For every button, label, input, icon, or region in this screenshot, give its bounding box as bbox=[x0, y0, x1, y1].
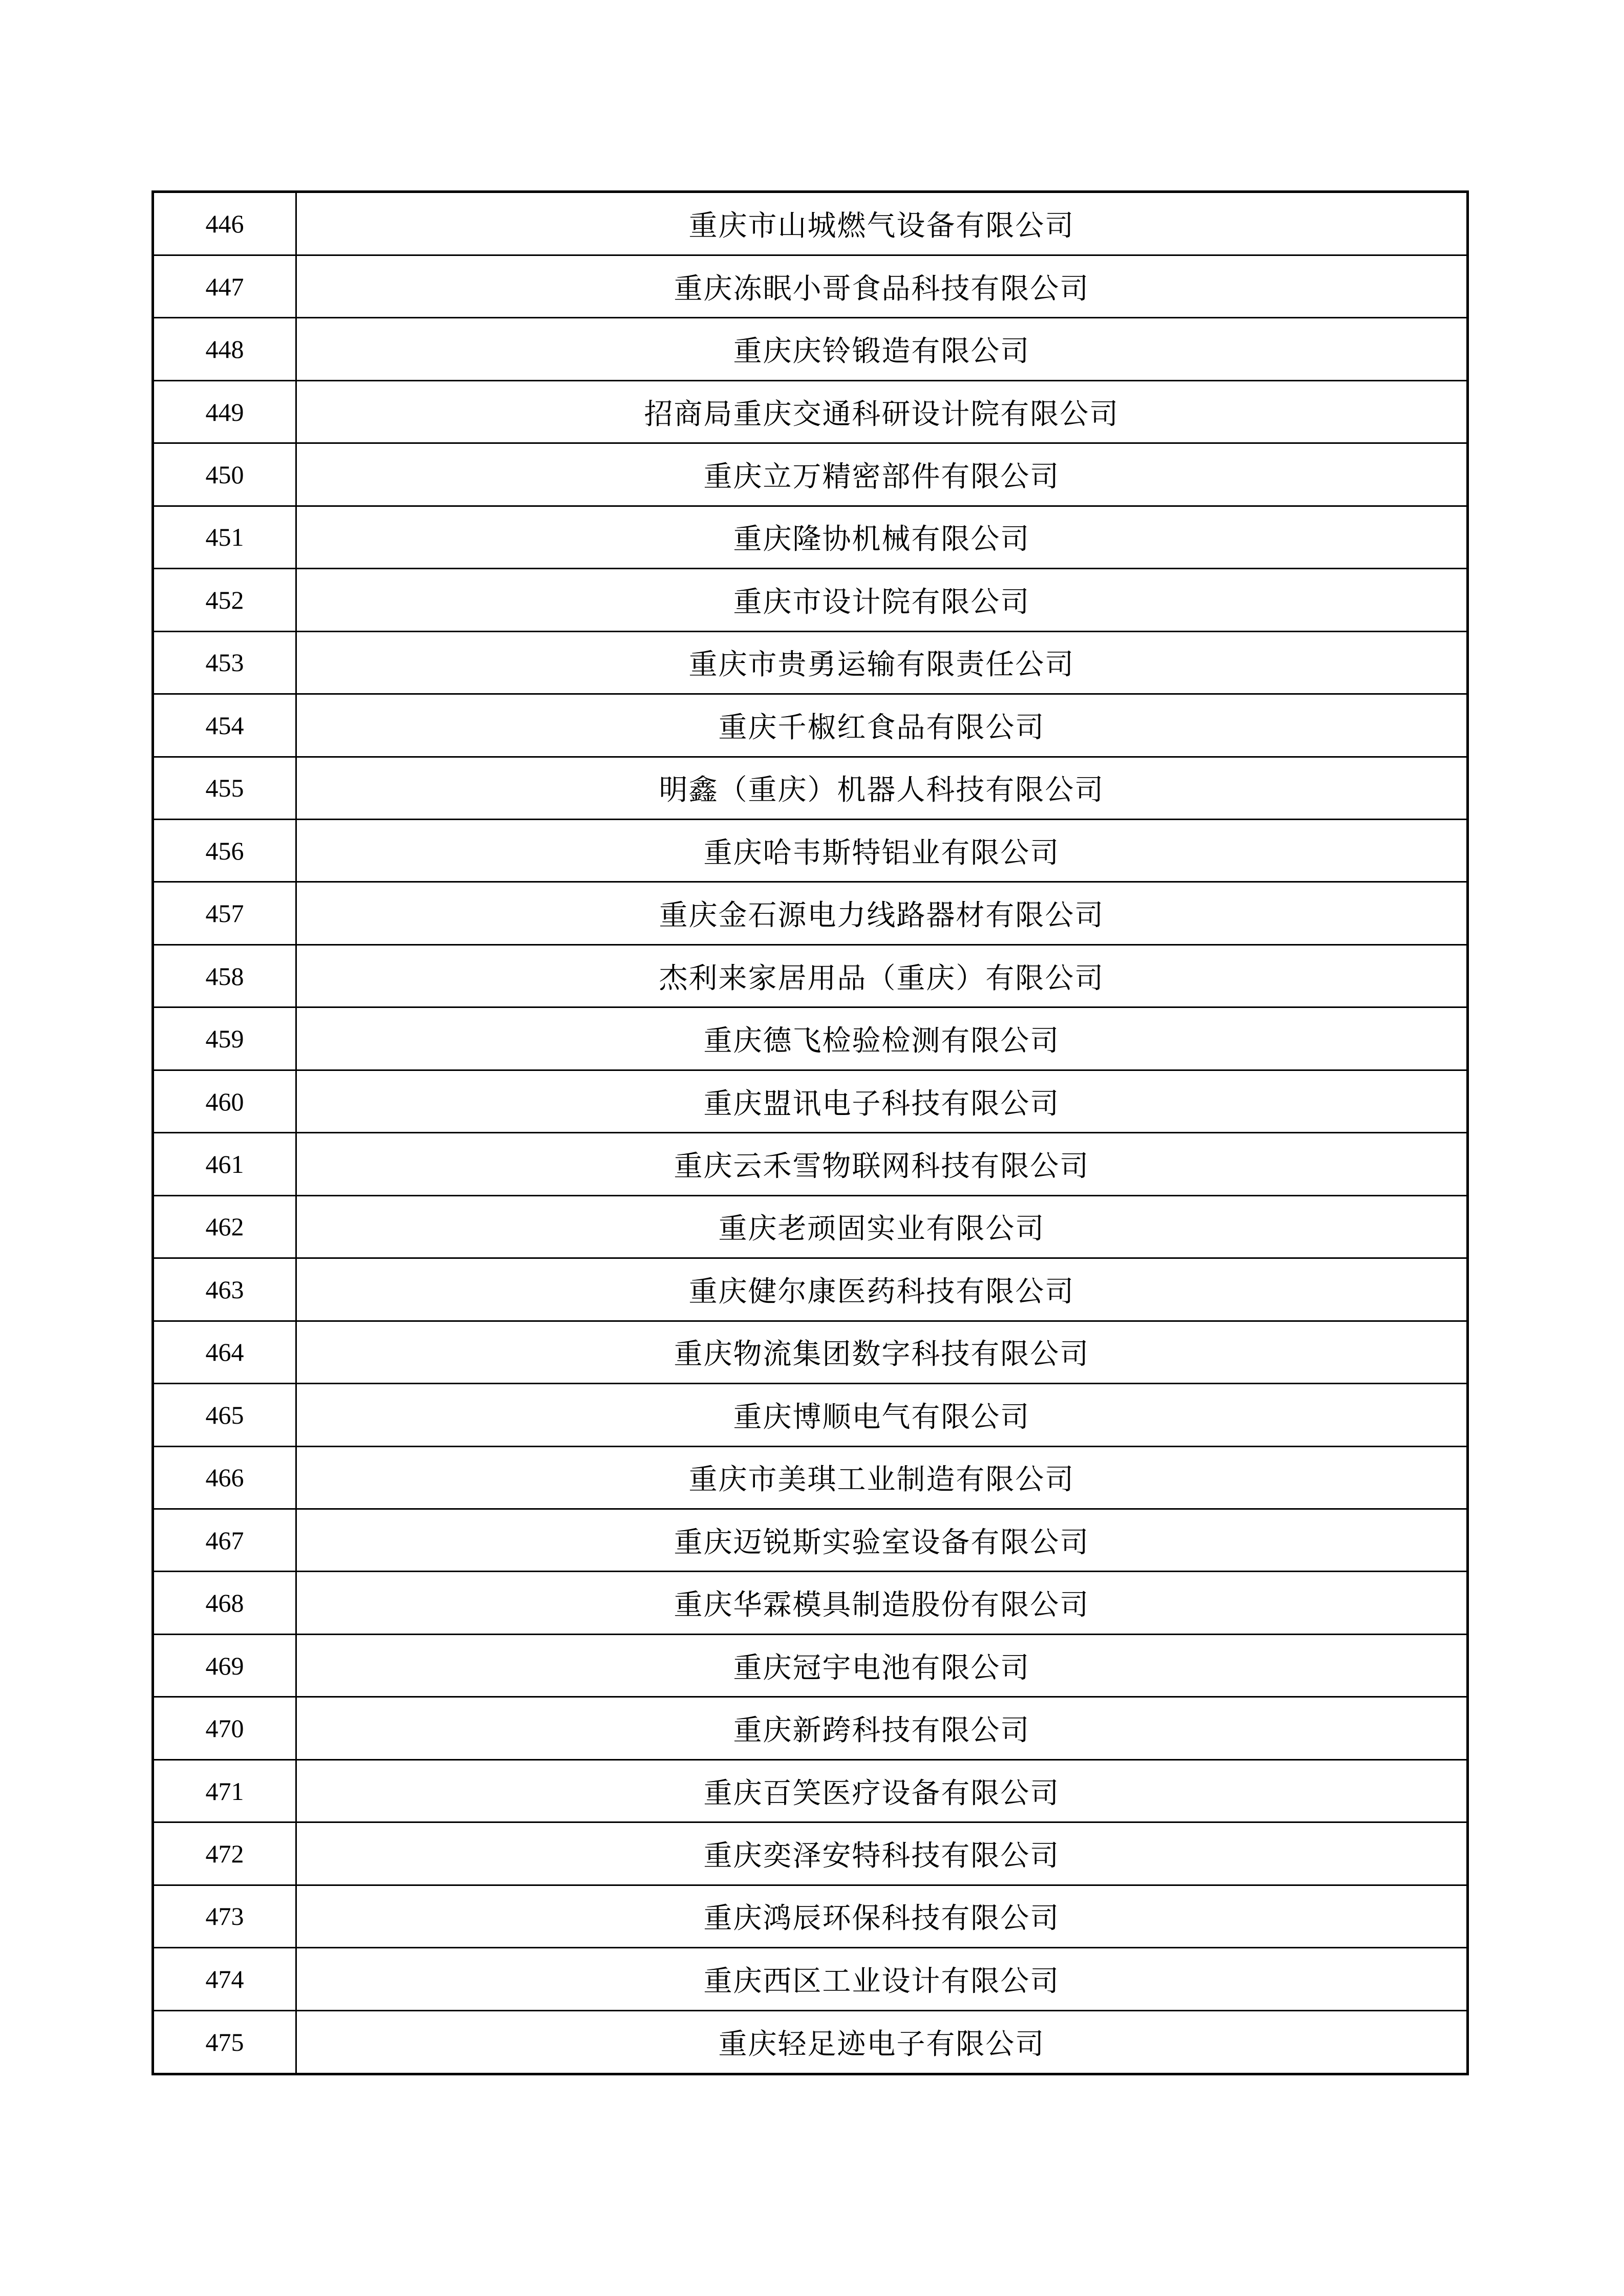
row-number-cell bbox=[153, 569, 296, 631]
table-row bbox=[153, 1885, 1468, 1947]
row-number-cell bbox=[153, 506, 296, 568]
table-row bbox=[153, 569, 1468, 631]
table-row bbox=[153, 1258, 1468, 1321]
row-number: 455 bbox=[205, 774, 244, 803]
row-number-cell bbox=[153, 945, 296, 1007]
company-name-cell bbox=[296, 1446, 1468, 1509]
row-number-cell bbox=[153, 2010, 296, 2074]
company-name: 重庆庆铃锻造有限公司 bbox=[733, 336, 1030, 368]
row-number-cell bbox=[153, 1885, 296, 1947]
company-name: 重庆西区工业设计有限公司 bbox=[703, 1965, 1060, 1998]
company-name-cell bbox=[296, 1070, 1468, 1132]
company-name-cell bbox=[296, 443, 1468, 506]
table-row bbox=[153, 1133, 1468, 1195]
company-name: 重庆金石源电力线路器材有限公司 bbox=[659, 900, 1105, 932]
table-row bbox=[153, 757, 1468, 819]
company-name: 明鑫（重庆）机器人科技有限公司 bbox=[659, 775, 1105, 807]
row-number-cell bbox=[153, 1384, 296, 1446]
row-number: 475 bbox=[205, 2027, 244, 2056]
row-number-cell bbox=[153, 443, 296, 506]
row-number: 474 bbox=[205, 1964, 244, 1993]
company-name-cell bbox=[296, 1572, 1468, 1634]
row-number: 468 bbox=[205, 1589, 244, 1618]
company-name-cell bbox=[296, 380, 1468, 443]
row-number-cell bbox=[153, 631, 296, 694]
row-number: 466 bbox=[205, 1463, 244, 1492]
row-number: 446 bbox=[205, 209, 244, 238]
table-row bbox=[153, 1572, 1468, 1634]
company-name: 重庆健尔康医药科技有限公司 bbox=[688, 1276, 1075, 1308]
table-row bbox=[153, 1948, 1468, 2010]
table-row bbox=[153, 1007, 1468, 1070]
row-number-cell bbox=[153, 1697, 296, 1759]
row-number-cell bbox=[153, 255, 296, 317]
company-name: 重庆千椒红食品有限公司 bbox=[718, 712, 1045, 744]
company-name: 重庆哈韦斯特铝业有限公司 bbox=[703, 837, 1060, 869]
table-row bbox=[153, 1070, 1468, 1132]
table-row bbox=[153, 1384, 1468, 1446]
company-name-cell bbox=[296, 631, 1468, 694]
row-number: 451 bbox=[205, 523, 244, 552]
company-name: 重庆奕泽安特科技有限公司 bbox=[703, 1840, 1060, 1872]
company-name-cell bbox=[296, 1321, 1468, 1383]
table-row bbox=[153, 506, 1468, 568]
company-name-cell bbox=[296, 1697, 1468, 1759]
row-number: 448 bbox=[205, 335, 244, 364]
company-name-cell bbox=[296, 1509, 1468, 1572]
company-name-cell bbox=[296, 506, 1468, 568]
company-name-cell bbox=[296, 318, 1468, 380]
row-number: 447 bbox=[205, 272, 244, 301]
table-row bbox=[153, 631, 1468, 694]
company-name-cell bbox=[296, 820, 1468, 882]
table-row bbox=[153, 380, 1468, 443]
row-number: 473 bbox=[205, 1902, 244, 1931]
company-name: 重庆隆协机械有限公司 bbox=[733, 524, 1030, 556]
company-name: 重庆新跨科技有限公司 bbox=[733, 1715, 1030, 1747]
company-name-cell bbox=[296, 1384, 1468, 1446]
company-name-cell bbox=[296, 1258, 1468, 1321]
row-number-cell bbox=[153, 1572, 296, 1634]
row-number-cell bbox=[153, 1070, 296, 1132]
row-number: 450 bbox=[205, 460, 244, 489]
row-number: 454 bbox=[205, 711, 244, 740]
company-name: 重庆市山城燃气设备有限公司 bbox=[688, 210, 1075, 242]
row-number-cell bbox=[153, 694, 296, 757]
table-row bbox=[153, 1634, 1468, 1697]
row-number-cell bbox=[153, 318, 296, 380]
company-name-cell bbox=[296, 192, 1468, 255]
table-row bbox=[153, 1697, 1468, 1759]
company-name: 重庆华霖模具制造股份有限公司 bbox=[674, 1590, 1090, 1622]
company-name-cell bbox=[296, 255, 1468, 317]
row-number-cell bbox=[153, 1321, 296, 1383]
table-row bbox=[153, 192, 1468, 255]
row-number: 470 bbox=[205, 1714, 244, 1743]
row-number: 469 bbox=[205, 1651, 244, 1680]
row-number-cell bbox=[153, 1822, 296, 1885]
company-name: 重庆冻眠小哥食品科技有限公司 bbox=[674, 273, 1090, 305]
company-name: 重庆市贵勇运输有限责任公司 bbox=[688, 649, 1075, 681]
company-name-cell bbox=[296, 569, 1468, 631]
company-name-cell bbox=[296, 882, 1468, 945]
row-number-cell bbox=[153, 1446, 296, 1509]
table-row bbox=[153, 2010, 1468, 2074]
row-number-cell bbox=[153, 882, 296, 945]
company-name-cell bbox=[296, 945, 1468, 1007]
row-number-cell bbox=[153, 1509, 296, 1572]
company-name-cell bbox=[296, 694, 1468, 757]
row-number-cell bbox=[153, 192, 296, 255]
row-number: 464 bbox=[205, 1338, 244, 1367]
row-number: 472 bbox=[205, 1839, 244, 1868]
table-row bbox=[153, 1446, 1468, 1509]
row-number-cell bbox=[153, 1133, 296, 1195]
row-number: 458 bbox=[205, 961, 244, 991]
table-row bbox=[153, 882, 1468, 945]
table-row bbox=[153, 1321, 1468, 1383]
company-name: 重庆冠宇电池有限公司 bbox=[733, 1652, 1030, 1684]
row-number-cell bbox=[153, 1759, 296, 1822]
row-number: 467 bbox=[205, 1526, 244, 1555]
table-row bbox=[153, 443, 1468, 506]
row-number-cell bbox=[153, 1258, 296, 1321]
company-name-cell bbox=[296, 757, 1468, 819]
row-number: 471 bbox=[205, 1776, 244, 1806]
company-name: 重庆老顽固实业有限公司 bbox=[718, 1213, 1045, 1246]
company-name-cell bbox=[296, 1948, 1468, 2010]
company-name-cell bbox=[296, 1133, 1468, 1195]
row-number-cell bbox=[153, 1195, 296, 1258]
company-name: 重庆迈锐斯实验室设备有限公司 bbox=[674, 1527, 1090, 1559]
company-name-cell bbox=[296, 1634, 1468, 1697]
row-number: 460 bbox=[205, 1087, 244, 1116]
company-name: 重庆轻足迹电子有限公司 bbox=[718, 2028, 1045, 2061]
row-number: 452 bbox=[205, 585, 244, 614]
row-number: 461 bbox=[205, 1150, 244, 1178]
row-number: 459 bbox=[205, 1024, 244, 1054]
company-name: 重庆盟讯电子科技有限公司 bbox=[703, 1088, 1060, 1120]
row-number-cell bbox=[153, 1948, 296, 2010]
row-number-cell bbox=[153, 1007, 296, 1070]
row-number-cell bbox=[153, 820, 296, 882]
company-name: 杰利来家居用品（重庆）有限公司 bbox=[659, 962, 1105, 995]
company-name-cell bbox=[296, 1885, 1468, 1947]
company-name: 重庆物流集团数字科技有限公司 bbox=[674, 1339, 1090, 1371]
company-name-cell bbox=[296, 1007, 1468, 1070]
row-number: 463 bbox=[205, 1275, 244, 1304]
company-name: 重庆德飞检验检测有限公司 bbox=[703, 1025, 1060, 1058]
row-number: 457 bbox=[205, 899, 244, 928]
row-number-cell bbox=[153, 380, 296, 443]
table-row bbox=[153, 820, 1468, 882]
company-name: 重庆博顺电气有限公司 bbox=[733, 1401, 1030, 1433]
company-name-cell bbox=[296, 1759, 1468, 1822]
company-name: 重庆鸿辰环保科技有限公司 bbox=[703, 1903, 1060, 1935]
row-number: 456 bbox=[205, 836, 244, 865]
table-row bbox=[153, 1759, 1468, 1822]
company-name-cell bbox=[296, 1195, 1468, 1258]
table-row bbox=[153, 1195, 1468, 1258]
table-row bbox=[153, 255, 1468, 317]
company-name: 重庆云禾雪物联网科技有限公司 bbox=[674, 1151, 1090, 1183]
company-name: 重庆百笑医疗设备有限公司 bbox=[703, 1777, 1060, 1810]
row-number-cell bbox=[153, 1634, 296, 1697]
table-row bbox=[153, 318, 1468, 380]
row-number: 449 bbox=[205, 397, 244, 426]
company-name-cell bbox=[296, 2010, 1468, 2074]
row-number: 453 bbox=[205, 648, 244, 677]
table-body bbox=[153, 192, 1468, 2074]
company-name: 重庆市设计院有限公司 bbox=[733, 586, 1030, 618]
row-number: 465 bbox=[205, 1400, 244, 1429]
table-row bbox=[153, 945, 1468, 1007]
table-row bbox=[153, 1822, 1468, 1885]
company-name: 重庆立万精密部件有限公司 bbox=[703, 461, 1060, 493]
row-number: 462 bbox=[205, 1212, 244, 1241]
company-name-cell bbox=[296, 1822, 1468, 1885]
company-name: 重庆市美琪工业制造有限公司 bbox=[688, 1464, 1075, 1496]
company-name: 招商局重庆交通科研设计院有限公司 bbox=[644, 398, 1119, 431]
table-row bbox=[153, 1509, 1468, 1572]
table-row bbox=[153, 694, 1468, 757]
company-table bbox=[151, 190, 1469, 2075]
row-number-cell bbox=[153, 757, 296, 819]
